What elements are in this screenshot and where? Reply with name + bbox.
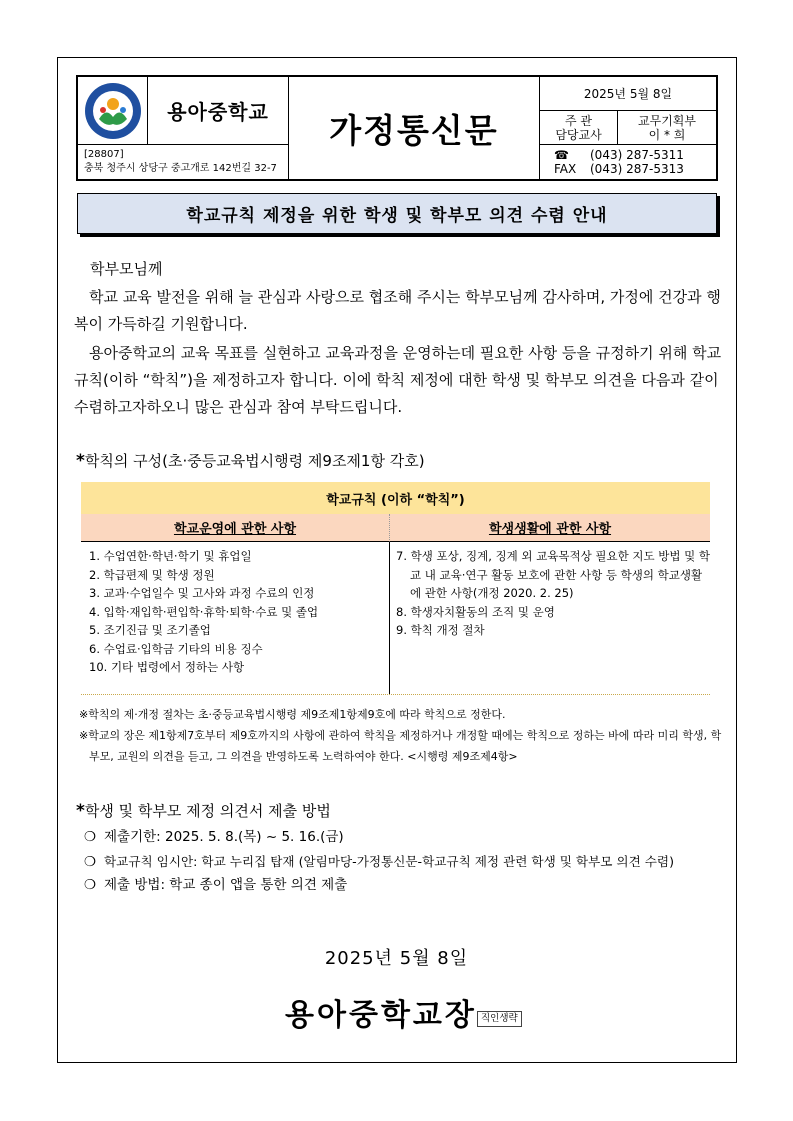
rules-right-header-text: 학생생활에 관한 사항 [488, 522, 612, 537]
list-item: 4. 입학·재입학·편입학·휴학·퇴학·수료 및 졸업 [89, 604, 319, 619]
issue-date: 2025년 5월 8일 [540, 77, 716, 111]
paragraph-purpose: 용아중학교의 교육 목표를 실현하고 교육과정을 운영하는데 필요한 사항 등을 규정하기 위해 학교규칙(이하 “학칙”)을 제정하고자 합니다. 이에 학칙 제정에 대한 학생 및 학부모 의견을 다음과 같이 수렴하고자하오니 많은 관심과 참여 부탁드립니다. [74, 344, 722, 416]
asterisk-icon: * [76, 451, 85, 471]
submission-deadline: 제출기한: 2025. 5. 8.(목) ~ 5. 16.(금) [104, 829, 344, 845]
address-line: 충북 청주시 상당구 중고개로 142번길 32-7 [84, 163, 277, 174]
circle-bullet-icon: ❍ [84, 877, 97, 893]
list-item: 2. 학급편제 및 학생 정원 [89, 567, 215, 582]
list-item: 8. 학생자치활동의 조직 및 운영 [396, 604, 555, 619]
school-logo-icon [78, 77, 144, 143]
rules-table [81, 482, 710, 695]
manager-values [618, 111, 716, 145]
document-title: 가정통신문 [288, 77, 540, 179]
rules-right-header [390, 514, 710, 542]
list-item: 5. 조기진급 및 조기졸업 [89, 623, 211, 637]
fax-row [554, 162, 716, 176]
section-submission-text: 학생 및 학부모 제정 의견서 제출 방법 [84, 802, 331, 820]
section-structure-text: 학칙의 구성(초·중등교육법시행령 제9조제1항 각호) [84, 452, 425, 470]
list-item: 1. 수업연한·학년·학기 및 휴업일 [89, 549, 252, 563]
list-item [84, 874, 674, 898]
asterisk-icon: * [76, 801, 85, 821]
footer-date: 2025년 5월 8일 [324, 948, 469, 969]
postal-code: [28807] [84, 149, 124, 160]
list-item [84, 826, 674, 850]
rules-left-header-text: 학교운영에 관한 사항 [173, 522, 297, 537]
manager-label-teacher: 담당교사 [555, 128, 602, 142]
manager-department: 교무기획부 [638, 114, 696, 128]
manager-labels [540, 111, 618, 145]
phone-number: (043) 287-5311 [590, 148, 684, 162]
list-item: 6. 수업료·입학금 기타의 비용 징수 [89, 641, 263, 656]
seal-omitted-stamp: 직인생략 [477, 1011, 522, 1027]
draft-rules-location: 학교규칙 임시안: 학교 누리집 탑재 (알림마당-가정통신문-학교규칙 제정 관련 학생 및 학부모 의견 수렴) [104, 853, 674, 869]
note-procedure: ※학칙의 제·개정 절차는 초·중등교육법시행령 제9조제1항제9호에 따라 학칙으로 정한다. [79, 708, 506, 721]
manager-name: 이 * 희 [648, 128, 686, 142]
principal-signature: 용아중학교장 [285, 998, 477, 1033]
fax-number: (043) 287-5313 [590, 162, 684, 176]
phone-icon: ☎ [554, 148, 569, 162]
list-item: 10. 기타 법령에서 정하는 사항 [89, 660, 245, 674]
school-name: 용아중학교 [148, 77, 288, 145]
school-address [78, 145, 288, 179]
rules-right-column [390, 542, 710, 695]
contact-info [540, 145, 716, 179]
rules-left-header [81, 514, 390, 542]
rules-table-title: 학교규칙 (이하 “학칙”) [81, 482, 710, 515]
letter-header [76, 75, 718, 181]
list-item [84, 850, 674, 875]
list-item: 3. 교과·수업일수 및 고사와 과정 수료의 인정 [89, 586, 315, 600]
paragraph-greeting: 학교 교육 발전을 위해 늘 관심과 사랑으로 협조해 주시는 학부모님께 감사하며, 가정에 건강과 행복이 가득하길 기원합니다. [74, 288, 721, 333]
phone-row [554, 148, 716, 162]
fax-label: FAX [554, 162, 577, 176]
manager-label-main: 주 관 [565, 114, 592, 128]
rules-left-column [81, 542, 390, 695]
list-item: 7. 학생 포상, 징계, 징계 외 교육목적상 필요한 지도 방법 및 학교 내 교육·연구 활동 보호에 관한 사항 등 학생의 학교생활에 관한 사항(개정 2020. 2. 25) [396, 549, 710, 600]
rules-table-bottom-border [81, 694, 710, 695]
school-logo-cell [78, 77, 148, 145]
notice-title: 학교규칙 제정을 위한 학생 및 학부모 의견 수렴 안내 [77, 193, 717, 234]
submission-method: 제출 방법: 학교 종이 앱을 통한 의견 제출 [104, 877, 348, 893]
list-item: 9. 학칙 개정 절차 [396, 623, 485, 637]
note-opinion: ※학교의 장은 제1항제7호부터 제9호까지의 사항에 관하여 학칙을 제정하거나 개정할 때에는 학칙으로 정하는 바에 따라 미리 학생, 학부모, 교원의 의견을 듣고, 그 의견을 반영하도록 노력하여야 한다. <시행령 제9조제4항> [79, 729, 722, 763]
section-submission-heading [76, 800, 331, 821]
circle-bullet-icon: ❍ [84, 853, 97, 870]
section-structure-heading [76, 450, 425, 471]
salutation: 학부모님께 [90, 260, 163, 278]
circle-bullet-icon: ❍ [84, 829, 97, 845]
submission-method-list [84, 826, 674, 898]
